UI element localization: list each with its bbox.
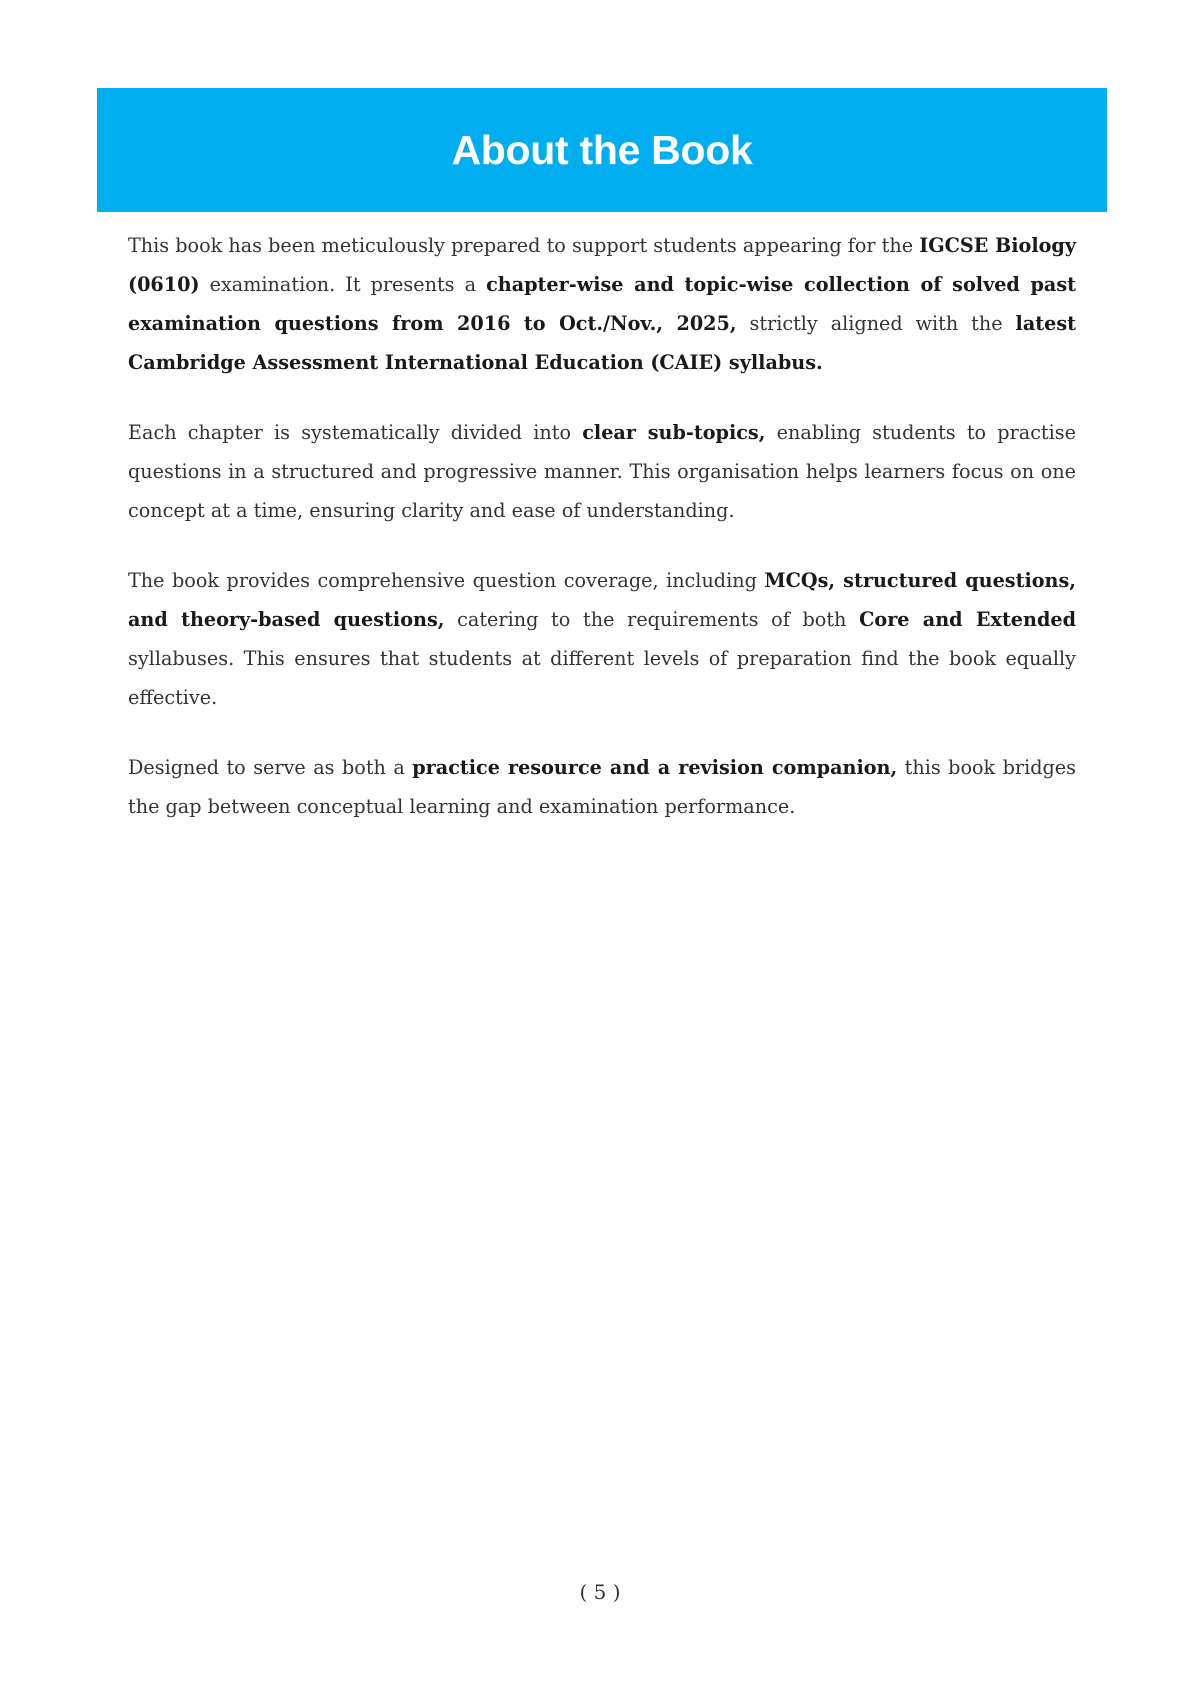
- bold-segment: MCQs, structured questions, and theory-based questions,: [128, 569, 1076, 631]
- text-segment: The book provides comprehensive question coverage, including: [128, 569, 765, 592]
- bold-segment: latest Cambridge Assessment International Education (CAIE) syllabus.: [128, 312, 1076, 374]
- text-segment: strictly aligned with the: [736, 312, 1016, 335]
- text-segment: Each chapter is systematically divided into: [128, 421, 583, 444]
- bold-segment: clear sub-topics,: [582, 421, 766, 444]
- text-segment: enabling students to practise questions in a structured and progressive manner. This organisation helps learners focus on one concept at a time, ensuring clarity and ease of understanding.: [128, 421, 1076, 522]
- text-segment: syllabuses. This ensures that students at different levels of preparation find the book equally effective.: [128, 647, 1076, 709]
- bold-segment: Core and Extended: [859, 608, 1077, 631]
- text-segment: Designed to serve as both a: [128, 756, 413, 779]
- bold-segment: practice resource and a revision companion,: [412, 756, 898, 779]
- text-segment: This book has been meticulously prepared to support students appearing for the: [128, 234, 920, 257]
- title-banner: [97, 88, 1107, 212]
- paragraph-coverage: [128, 561, 1076, 717]
- text-segment: this book bridges the gap between conceptual learning and examination performance.: [128, 756, 1077, 818]
- page-title: About the Book: [451, 126, 753, 173]
- text-segment: catering to the requirements of both: [444, 608, 860, 631]
- bold-segment: chapter-wise and topic-wise collection of solved past examination questions from 2016 to Oct./Nov., 2025,: [128, 273, 1076, 335]
- text-segment: examination. It presents a: [199, 273, 487, 296]
- page-number: ( 5 ): [579, 1580, 621, 1604]
- paragraph-intro: [128, 226, 1076, 382]
- body-text: [128, 226, 1076, 857]
- bold-segment: IGCSE Biology (0610): [128, 234, 1076, 296]
- paragraph-subtopics: [128, 413, 1076, 530]
- paragraph-purpose: [128, 748, 1076, 826]
